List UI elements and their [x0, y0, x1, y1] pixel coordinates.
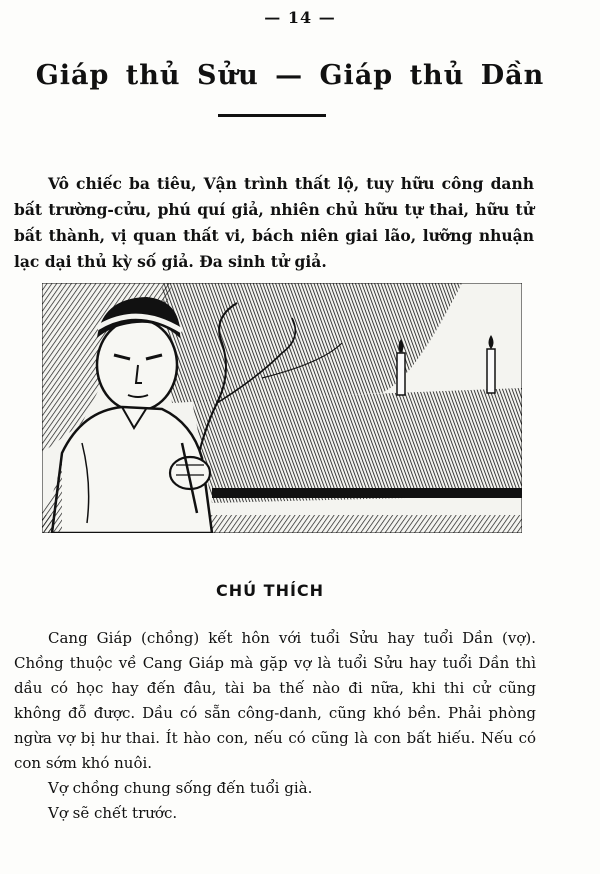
woodcut-scene-man-with-candles-icon	[42, 283, 522, 533]
page-title: Giáp thủ Sửu — Giáp thủ Dần	[35, 60, 545, 91]
notes-paragraph: Cang Giáp (chồng) kết hôn với tuổi Sửu hay tuổi Dần (vợ). Chồng thuộc về Cang Giáp mà gặp vợ là tuổi Sửu hay tuổi Dần thì dầu có học hay đến đâu, tài ba thế nào đi nữa, khi thi cử cũng không đỗ được. Dầu có sẵn công-danh, cũng khó bền. Phải phòng ngừa vợ bị hư thai. Ít hào con, nếu có cũng là con bất hiếu. Nếu có con sớm khó nuôi.	[14, 629, 536, 772]
intro-paragraph: Vô chiếc ba tiêu, Vận trình thất lộ, tuy hữu công danh bất trường-cửu, phú quí giả, nhiên chủ hữu tự thai, hữu tử bất thành, vị quan thất vi, bách niên giai lão, lưỡng nhuận lạc dại thủ kỳ số giả. Đa sinh tử giả.	[14, 173, 534, 271]
notes-heading: CHÚ THÍCH	[215, 581, 325, 600]
notes-section	[14, 626, 536, 826]
title-underline	[218, 114, 326, 117]
notes-line: Vợ chồng chung sống đến tuổi già.	[48, 779, 313, 797]
page-number: — 14 —	[264, 8, 336, 27]
notes-line: Vợ sẽ chết trước.	[48, 804, 178, 822]
